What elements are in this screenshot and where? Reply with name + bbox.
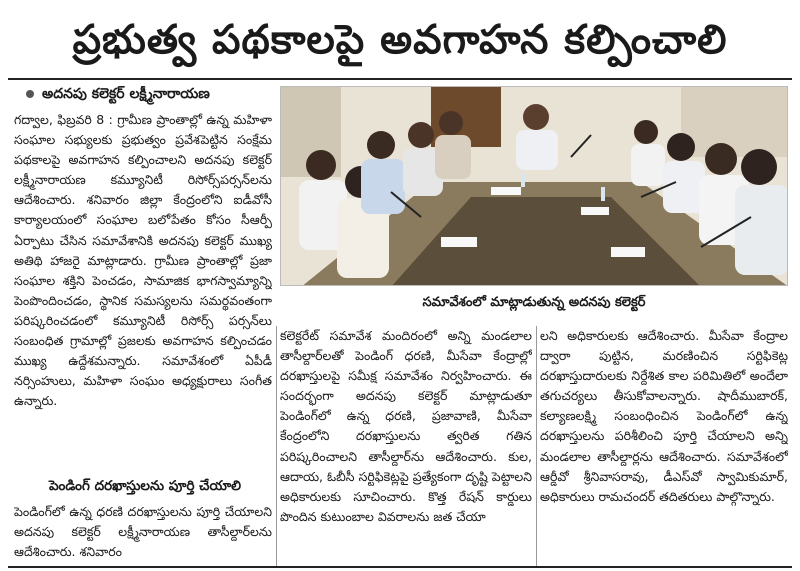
article-paragraph-3: కలెక్టరేట్ సమావేశ మందిరంలో అన్ని మండలాల తాసీల్దార్‌లతో పెండింగ్ ధరణి, మీసేవా కేంద్రాల్లో దరఖాస్తులపై సమీక్ష సమావేశం నిర్వహించారు. ఈ సందర్భంగా అదనపు కలెక్టర్ మాట్లాడుతూ పెండింగ్‌లో ఉన్న ధరణి, ప్రజావాణి, మీసేవా కేంద్రంలోని దరఖాస్తులను త్వరిత గతిన పరిష్కరించాలని తాసీల్దార్‌ను ఆదేశించారు. కుల, ఆదాయ, ఓబీసీ సర్టిఫికెట్లపై ప్రత్యేకంగా దృష్టి పెట్టాలని అధికారులకు సూచించారు. కొత్త రేషన్ కార్డులు పొందిన కుటుంబాల వివరాలను జత చేయా (280, 328, 532, 524)
headline: ప్రభుత్వ పథకాలపై అవగాహన కల్పించాలి (72, 17, 728, 63)
meeting-photo-icon (281, 87, 788, 286)
article-column-1 (14, 110, 272, 476)
news-photo (280, 86, 788, 286)
article-column-1-continued (14, 502, 272, 566)
column-divider (536, 326, 537, 566)
bottom-rule (8, 566, 792, 568)
byline-text: అదనపు కలెక్టర్ లక్ష్మీనారాయణ (42, 86, 210, 102)
article-paragraph-1: గద్వాల, ఫిబ్రవరి 8 : గ్రామీణ ప్రాంతాల్లో ఉన్న మహిళా సంఘాల సభ్యులకు ప్రభుత్వం ప్రవేశపెట్టిన సంక్షేమ పథకాలపై అవగాహన కల్పించాలని అదనపు కలెక్టర్ లక్ష్మీనారాయణ కమ్యూనిటీ రిసోర్స్‌పర్సన్‌లను ఆదేశించారు. శనివారం జిల్లా కేంద్రంలోని ఐడీవోసీ కార్యాలయంలో సంఘాల బలోపేతం కోసం సీఆర్పీ ఏర్పాటు చేసిన సమావేశానికి అదనపు కలెక్టర్ ముఖ్య అతిథి హాజరై మాట్లాడారు. గ్రామీణ ప్రాంతాల్లో ప్రజా సంఘాల శక్తిని పెంచడం, సామాజిక భాగస్వామ్యాన్ని పెంపొందించడం, స్థానిక సమస్యలను సమర్థవంతంగా పరిష్కరించడంలో కమ్యూనిటీ రిసోర్స్ పర్సన్‌లు సంబంధిత గ్రామాల్లో ప్రజలకు అవగాహన కల్పించడం ముఖ్య ఉద్దేశమన్నారు. సమావేశంలో ఏపీడీ నర్సింహులు, మహిళా సంఘం అధ్యక్షురాలు సంగీత ఉన్నారు. (14, 112, 272, 409)
top-rule (8, 78, 792, 80)
article-column-3 (540, 326, 788, 566)
photo-caption: సమావేశంలో మాట్లాడుతున్న అదనపు కలెక్టర్ (422, 295, 646, 310)
subheading: పెండింగ్ దరఖాస్తులను పూర్తి చేయాలి (48, 478, 242, 494)
bullet-icon (26, 90, 34, 98)
article-column-2 (280, 326, 532, 566)
article-paragraph-2: పెండింగ్‌లో ఉన్న ధరణి దరఖాస్తులను పూర్తి చేయాలని అదనపు కలెక్టర్ లక్ష్మీనారాయణ తాసీల్దార్‌లను ఆదేశించారు. శనివారం (14, 504, 272, 560)
column-divider (276, 326, 277, 566)
byline (26, 86, 272, 108)
article-paragraph-4: లని అధికారులకు ఆదేశించారు. మీసేవా కేంద్రాల ద్వారా పుట్టిన, మరణించిన సర్టిఫికెట్ల దరఖాస్తుదారులకు నిర్దేశిత కాల పరిమితిలో అందేలా తగుచర్యలు తీసుకోవాలన్నారు. షాదీముబారక్, కల్యాణలక్ష్మి సంబంధించిన పెండింగ్‌లో ఉన్న దరఖాస్తులను పరిశీలించి పూర్తి చేయాలని అన్ని మండలాల తాసీల్దార్లను ఆదేశించారు. సమావేశంలో ఆర్డీవో శ్రీనివాసరావు, డీఎస్‌వో స్వామికుమార్, అధికారులు రామచందర్ తదితరులు పాల్గొన్నారు. (540, 328, 788, 504)
